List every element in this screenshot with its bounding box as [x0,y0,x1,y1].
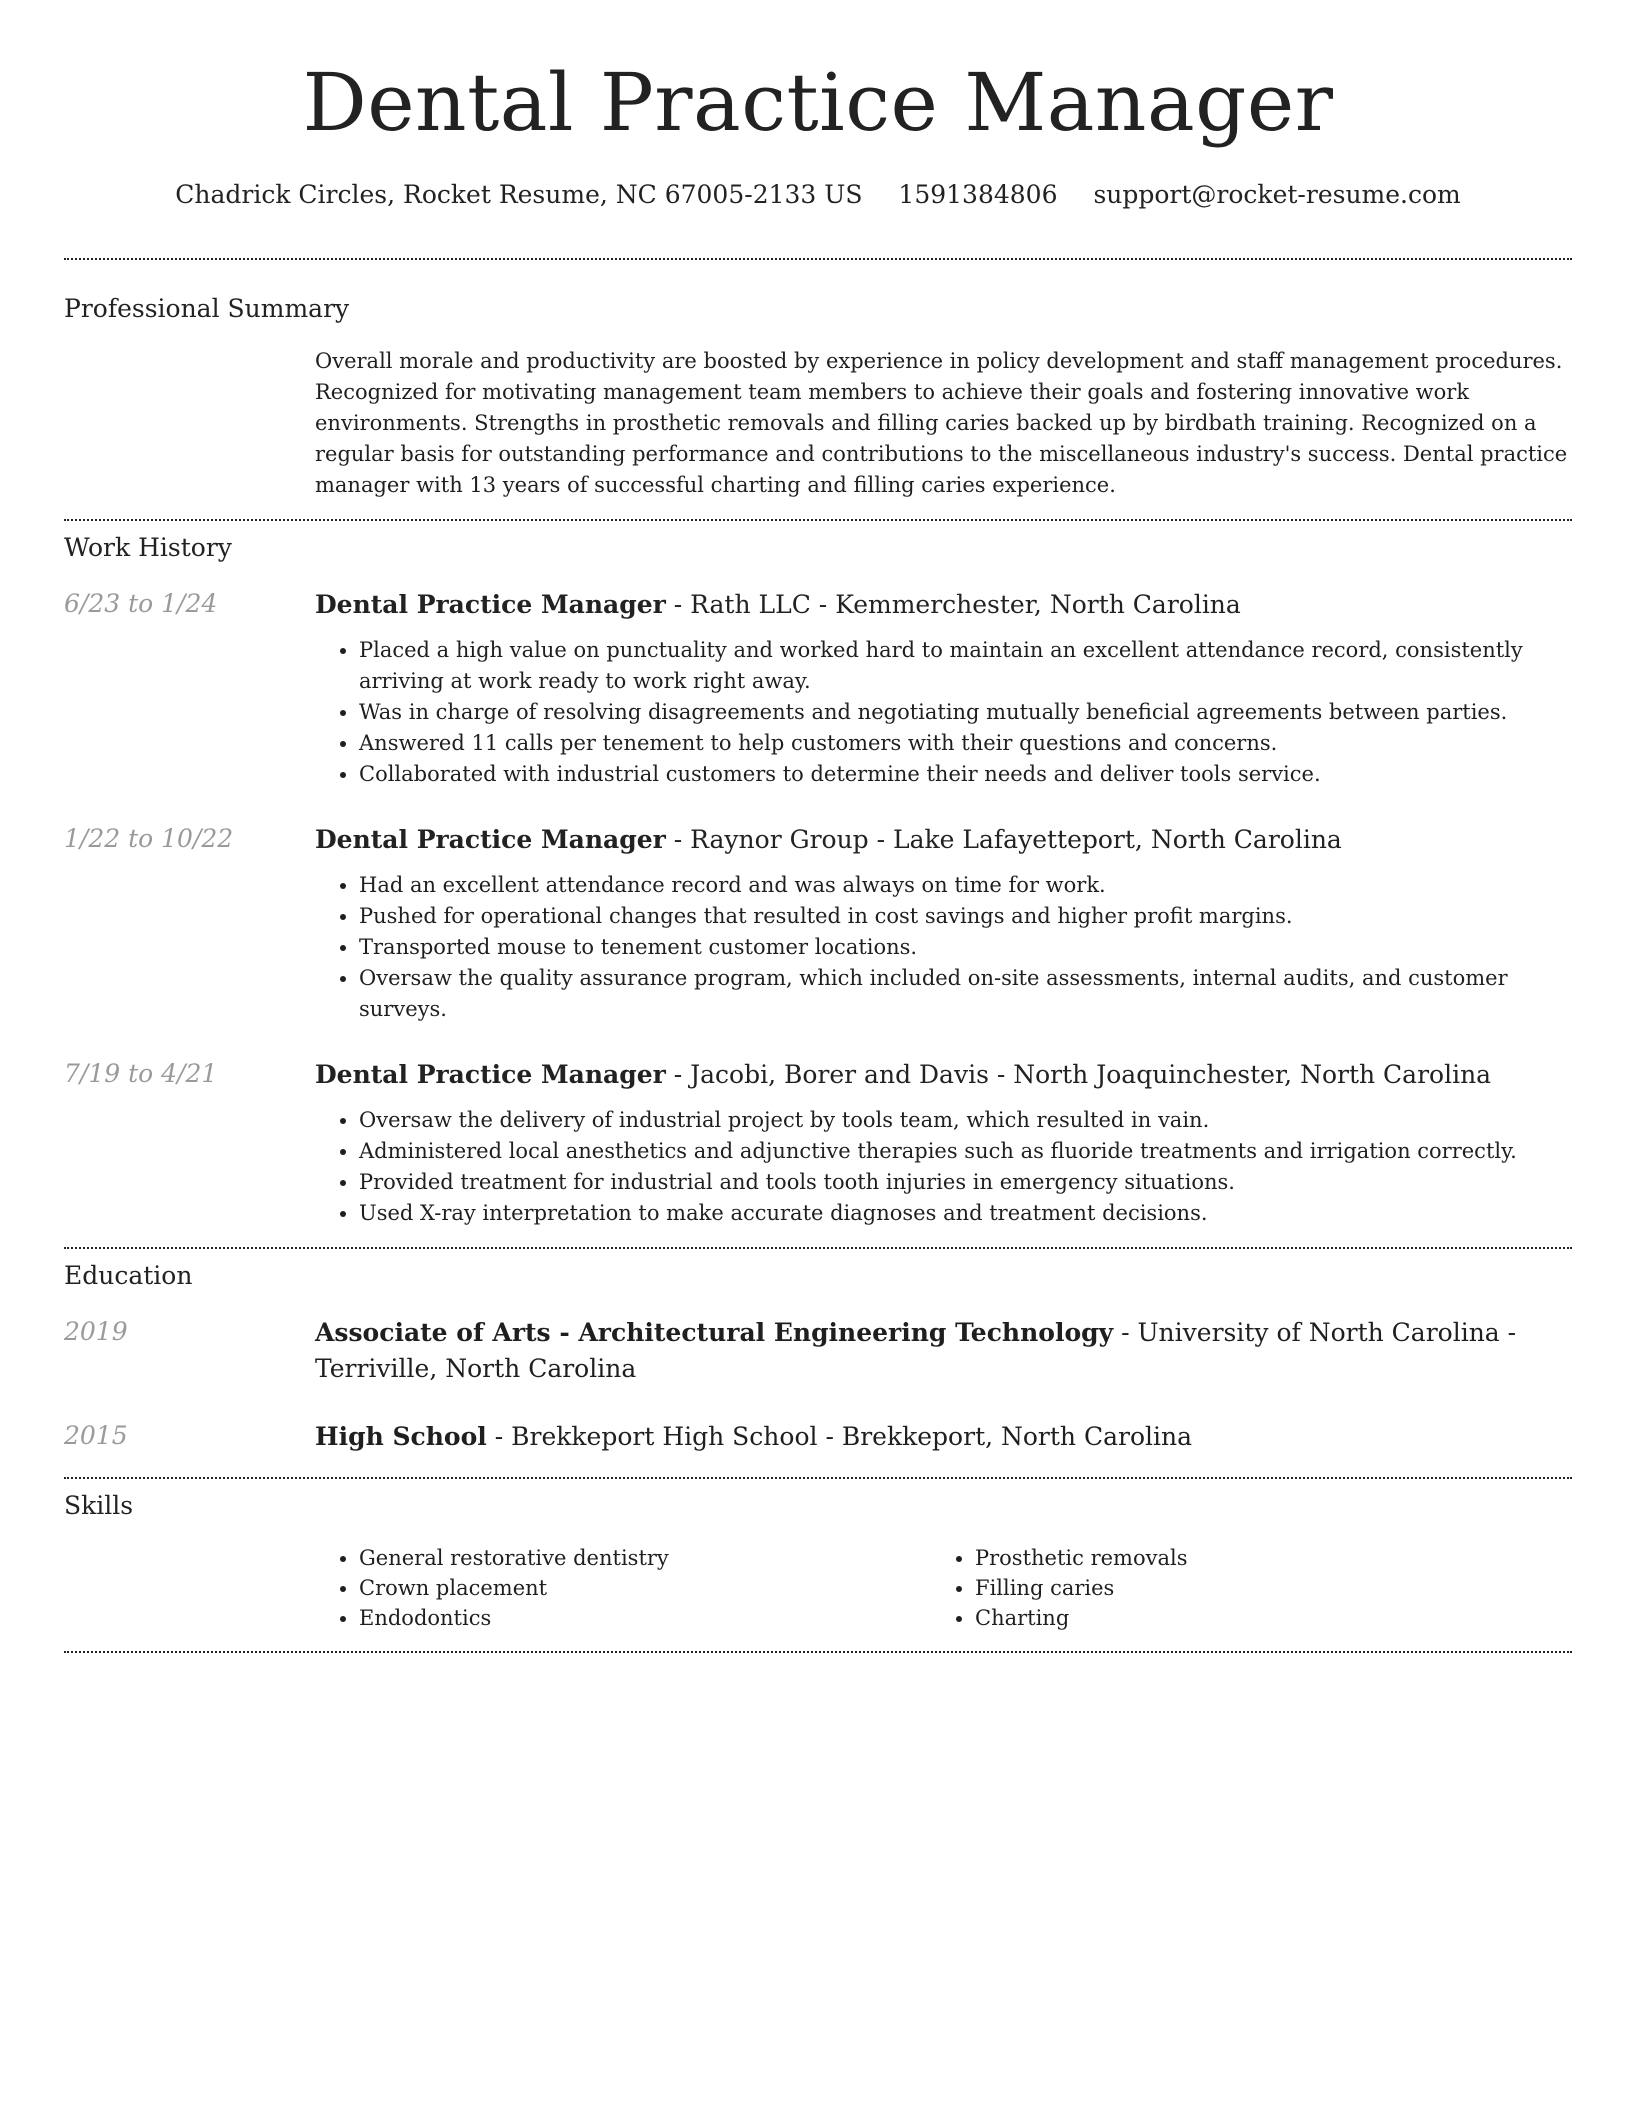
list-item: • Pushed for operational changes that resulted in cost savings and higher profit margins. [359,901,1572,932]
skills-section [64,1479,1572,1633]
education-degree: High School [315,1422,487,1451]
list-item: • Had an excellent attendance record and was always on time for work. [359,870,1572,901]
job-entry [64,822,1572,1025]
skill-item: • Endodontics [359,1603,931,1633]
list-item: • Oversaw the quality assurance program, which included on-site assessments, internal audits, and customer surveys. [359,963,1572,1025]
education-entry [64,1419,1572,1455]
list-item: • Used X-ray interpretation to make accurate diagnoses and treatment decisions. [359,1198,1572,1229]
summary-heading: Professional Summary [64,294,350,323]
job-header [315,822,1572,858]
contact-email: support@rocket-resume.com [1093,180,1461,209]
work-history-section [64,521,1572,1229]
contact-line [64,178,1572,212]
skill-item: • Prosthetic removals [975,1543,1547,1573]
job-position: Dental Practice Manager [315,1060,666,1089]
skill-item: • Filling caries [975,1573,1547,1603]
job-details: - Raynor Group - Lake Lafayetteport, North Carolina [665,825,1342,854]
list-item: • Transported mouse to tenement customer locations. [359,932,1572,963]
education-entry [64,1315,1572,1387]
job-dates: 7/19 to 4/21 [64,1059,218,1088]
skills-column [315,1543,931,1633]
job-details: - Jacobi, Borer and Davis - North Joaquinchester, North Carolina [665,1060,1492,1089]
education-details: - University of North Carolina - Terriville, North Carolina [315,1318,1517,1383]
list-item: • Answered 11 calls per tenement to help customers with their questions and concerns. [359,728,1572,759]
section-divider [64,1651,1572,1653]
education-details: - Brekkeport High School - Brekkeport, North Carolina [486,1422,1193,1451]
list-item: • Was in charge of resolving disagreements and negotiating mutually beneficial agreements between parties. [359,697,1572,728]
job-dates: 1/22 to 10/22 [64,824,234,853]
list-item: • Oversaw the delivery of industrial project by tools team, which resulted in vain. [359,1105,1572,1136]
list-item: • Collaborated with industrial customers to determine their needs and deliver tools service. [359,759,1572,790]
education-degree: Associate of Arts - Architectural Engineering Technology [315,1318,1114,1347]
job-header [315,1057,1572,1093]
skill-item: • General restorative dentistry [359,1543,931,1573]
job-dates: 6/23 to 1/24 [64,589,218,618]
job-bullets [315,635,1572,790]
job-bullets [315,1105,1572,1229]
job-entry [64,587,1572,790]
work-history-heading: Work History [64,533,232,562]
resume-title: Dental Practice Manager [302,56,1334,149]
list-item: • Provided treatment for industrial and tools tooth injuries in emergency situations. [359,1167,1572,1198]
skills-column [931,1543,1547,1633]
education-year: 2019 [64,1317,128,1346]
summary-text: Overall morale and productivity are boosted by experience in policy development and staff management procedures. Recognized for motivating management team members to achieve their goals and fostering innovative work environments. Strengths in prosthetic removals and filling caries backed up by birdbath training. Recognized on a regular basis for outstanding performance and contributions to the miscellaneous industry's success. Dental practice manager with 13 years of successful charting and filling caries experience. [315,349,1568,497]
skills-list [315,1543,1572,1633]
job-position: Dental Practice Manager [315,825,666,854]
education-heading: Education [64,1261,193,1290]
job-bullets [315,870,1572,1025]
education-year: 2015 [64,1421,128,1450]
contact-phone: 1591384806 [898,180,1058,209]
skill-item: • Crown placement [359,1573,931,1603]
skills-heading: Skills [64,1491,134,1520]
job-position: Dental Practice Manager [315,590,666,619]
job-details: - Rath LLC - Kemmerchester, North Carolina [665,590,1241,619]
list-item: • Administered local anesthetics and adjunctive therapies such as fluoride treatments and irrigation correctly. [359,1136,1572,1167]
job-entry [64,1057,1572,1229]
resume-page [64,0,1572,1653]
summary-section [64,260,1572,501]
job-header [315,587,1572,623]
skill-item: • Charting [975,1603,1547,1633]
contact-address: Chadrick Circles, Rocket Resume, NC 67005-2133 US [175,180,863,209]
list-item: • Placed a high value on punctuality and worked hard to maintain an excellent attendance record, consistently arriving at work ready to work right away. [359,635,1572,697]
education-section [64,1249,1572,1455]
